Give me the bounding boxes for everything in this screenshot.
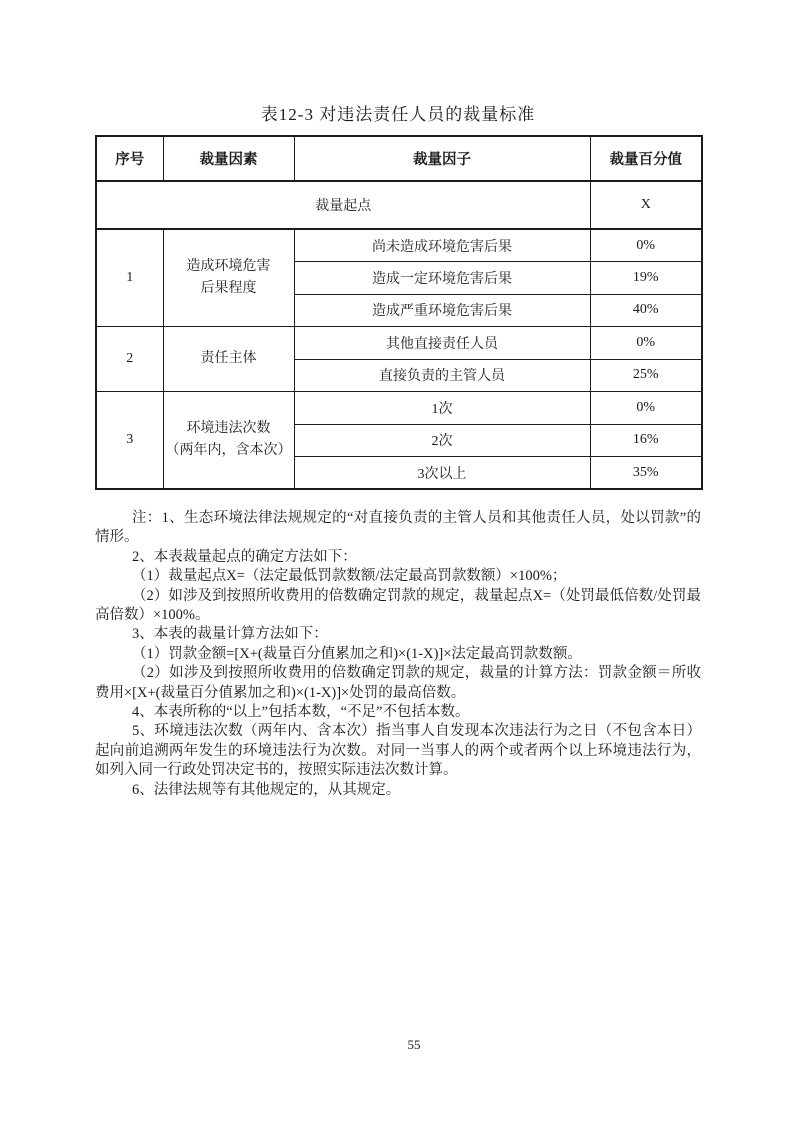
note-paragraph: （2）如涉及到按照所收费用的倍数确定罚款的规定，裁量起点X=（处罚最低倍数/处罚最高倍数）×100%。 [95,587,701,624]
start-point-row [96,181,702,229]
percent-value: 35% [590,457,702,490]
percent-value: 19% [590,262,702,295]
factor-line: （两年内，含本次） [165,443,292,458]
table-header-row [96,136,702,181]
table-row [96,327,702,360]
group2-no: 2 [96,327,163,392]
factor-item: 造成一定环境危害后果 [294,262,590,295]
percent-value: 0% [590,327,702,360]
notes-section [95,509,701,800]
percent-value: 0% [590,229,702,262]
table-row [96,392,702,425]
factor-line: 环境违法次数 [186,421,271,436]
percent-value: 40% [590,294,702,327]
header-cell-index: 序号 [96,136,163,181]
factor-line: 责任主体 [200,351,257,366]
group2-factor [163,327,294,392]
group3-no: 3 [96,392,163,490]
page-title: 表12-3 对违法责任人员的裁量标准 [260,105,536,124]
factor-item: 1次 [294,392,590,425]
factor-item: 直接负责的主管人员 [294,359,590,392]
note-paragraph: （1）罚款金额=[X+(裁量百分值累加之和)×(1-X)]×法定最高罚款数额。 [131,645,582,662]
group1-factor [163,229,294,327]
factor-item: 2次 [294,424,590,457]
factor-line: 后果程度 [200,281,257,296]
group3-factor [163,392,294,490]
note-paragraph: 注：1、生态环境法律法规规定的“对直接负责的主管人员和其他责任人员，处以罚款”的情形。 [95,510,701,546]
factor-item: 其他直接责任人员 [294,327,590,360]
note-paragraph: 5、环境违法次数（两年内、含本次）指当事人自发现本次违法行为之日（不包含本日）起向前追溯两年发生的环境违法行为次数。对同一当事人的两个或者两个以上环境违法行为，如列入同一行政处罚决定书的，按照实际违法次数计算。 [95,723,701,779]
page-number: 55 [407,1037,421,1052]
page-content [95,103,701,800]
factor-item: 尚未造成环境危害后果 [294,229,590,262]
discretion-standards-table [95,135,703,490]
note-paragraph: （2）如涉及到按照所收费用的倍数确定罚款的规定，裁量的计算方法：罚款金额＝所收费用×[X+(裁量百分值累加之和)×(1-X)]×处罚的最高倍数。 [95,665,701,701]
percent-value: 0% [590,392,702,425]
header-cell-subfactor: 裁量因子 [294,136,590,181]
note-paragraph: 6、法律法规等有其他规定的，从其规定。 [131,781,401,798]
percent-value: 25% [590,359,702,392]
group1-no: 1 [96,229,163,327]
percent-value: 16% [590,424,702,457]
factor-line: 造成环境危害 [186,259,271,274]
note-paragraph: 4、本表所称的“以上”包括本数，“不足”不包括本数。 [131,704,470,721]
header-cell-factor: 裁量因素 [163,136,294,181]
table-row [96,229,702,262]
header-cell-percent: 裁量百分值 [590,136,702,181]
note-paragraph: （1）裁量起点X=（法定最低罚款数额/法定最高罚款数额）×100%； [131,568,567,585]
start-point-label: 裁量起点 [96,181,590,229]
factor-item: 造成严重环境危害后果 [294,294,590,327]
start-point-value: X [590,181,702,229]
factor-item: 3次以上 [294,457,590,490]
note-paragraph: 3、本表的裁量计算方法如下： [131,626,328,643]
note-paragraph: 2、本表裁量起点的确定方法如下： [131,548,357,565]
